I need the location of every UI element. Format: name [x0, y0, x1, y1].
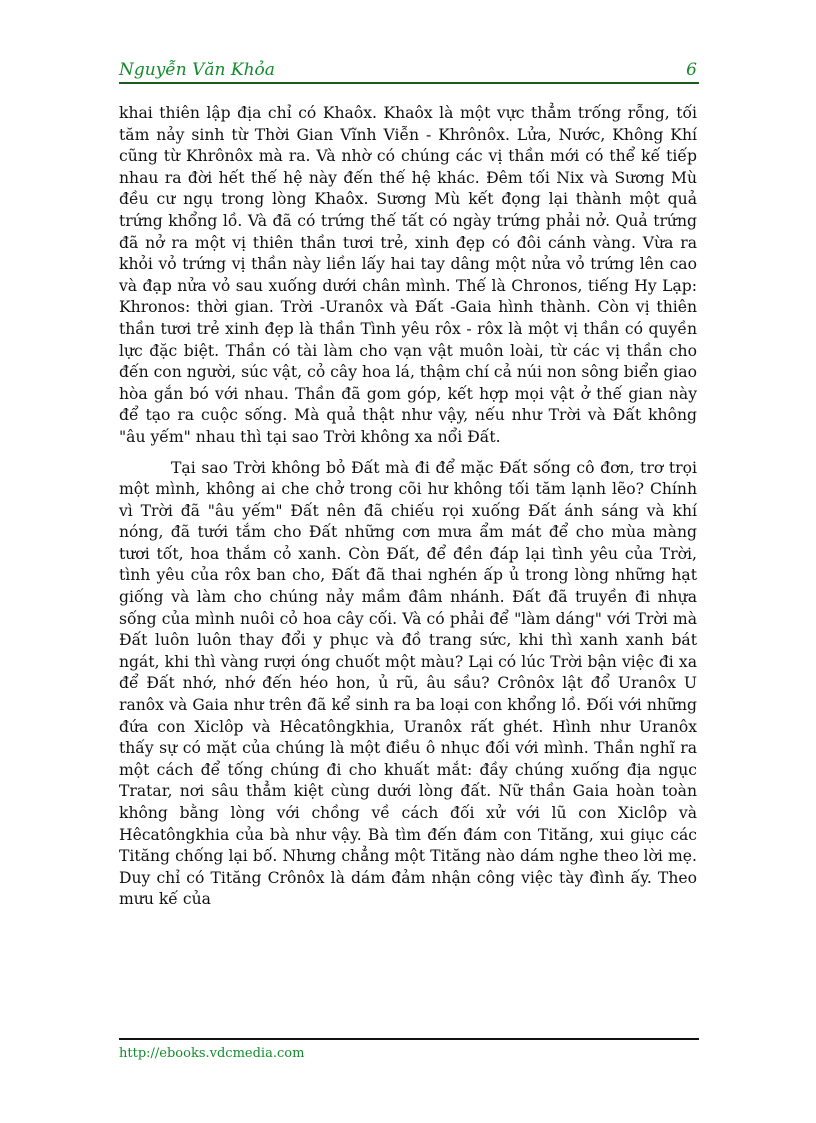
paragraph-1: khai thiên lập địa chỉ có Khaôx. Khaôx là một vực thẳm trống rỗng, tối tăm nảy sinh từ Thời Gian Vĩnh Viễn - Khrônôx. Lửa, Nước, Không Khí cũng từ Khrônôx mà ra. Và nhờ có chúng các vị thần mới có thể kế tiếp nhau ra đời hết thế hệ này đến thế hệ khác. Đêm tối Nix và Sương Mù đều cư ngụ trong lòng Khaôx. Sương Mù kết đọng lại thành một quả trứng khổng lồ. Và đã có trứng thế tất có ngày trứng phải nở. Quả trứng đã nở ra một vị thiên thần tươi trẻ, xinh đẹp có đôi cánh vàng. Vừa ra khỏi vỏ trứng vị thần này liền lấy hai tay dâng một nửa vỏ trứng lên cao và đạp nửa vỏ sau xuống dưới chân mình. Thế là Chronos, tiếng Hy Lạp: Khronos: thời gian. Trời -Uranôx và Đất -Gaia hình thành. Còn vị thiên thần tươi trẻ xinh đẹp là thần Tình yêu rôx - rôx là một vị thần có quyền lực đặc biệt. Thần có tài làm cho vạn vật muôn loài, từ các vị thần cho đến con người, súc vật, cỏ cây hoa lá, thậm chí cả núi non sông biển giao hòa gắn bó với nhau. Thần đã gom góp, kết hợp mọi vật ở thế gian này để tạo ra cuộc sống. Mà quả thật như vậy, nếu như Trời và Đất không "âu yếm" nhau thì tại sao Trời không xa nổi Đất. — [119, 104, 697, 446]
page-number: 6 — [686, 60, 697, 80]
page-header — [119, 58, 699, 82]
header-divider — [119, 82, 699, 84]
body-text — [119, 103, 697, 911]
footer-divider — [119, 1038, 699, 1040]
paragraph-2: Tại sao Trời không bỏ Đất mà đi để mặc Đất sống cô đơn, trơ trọi một mình, không ai che chở trong cõi hư không tối tăm lạnh lẽo? Chính vì Trời đã "âu yếm" Đất nên đã chiếu rọi xuống Đất ánh sáng và khí nóng, đã tưới tắm cho Đất những cơn mưa ẩm mát để cho mùa màng tươi tốt, hoa thắm cỏ xanh. Còn Đất, để đền đáp lại tình yêu của Trời, tình yêu của rôx ban cho, Đất đã thai nghén ấp ủ trong lòng những hạt giống và làm cho chúng nảy mầm đâm nhánh. Đất đã truyền đi nhựa sống của mình nuôi cỏ hoa cây cối. Và có phải để "làm dáng" với Trời mà Đất luôn luôn thay đổi y phục và đồ trang sức, khi thì xanh xanh bát ngát, khi thì vàng rượi óng chuốt một màu? Lại có lúc Trời bận việc đi xa để Đất nhớ, nhớ đến héo hon, ủ rũ, âu sầu? Crônôx lật đổ Uranôx U ranôx và Gaia như trên đã kể sinh ra ba loại con khổng lồ. Đối với những đứa con Xiclôp và Hêcatôngkhia, Uranôx rất ghét. Hình như Uranôx thấy sự có mặt của chúng là một điều ô nhục đối với mình. Thần nghĩ ra một cách để tống chúng đi cho khuất mắt: đầy chúng xuống địa ngục Tratar, nơi sâu thẳm kiệt cùng dưới lòng đất. Nữ thần Gaia hoàn toàn không bằng lòng với chồng về cách đối xử với lũ con Xiclôp và Hêcatôngkhia của bà như vậy. Bà tìm đến đám con Tităng, xui giục các Tităng chống lại bố. Nhưng chẳng một Tităng nào dám nghe theo lời mẹ. Duy chỉ có Tităng Crônôx là dám đảm nhận công việc tày đình ấy. Theo mưu kế của — [119, 458, 697, 909]
author-title: Nguyễn Văn Khỏa — [119, 60, 275, 80]
footer-url[interactable]: http://ebooks.vdcmedia.com — [119, 1046, 305, 1061]
